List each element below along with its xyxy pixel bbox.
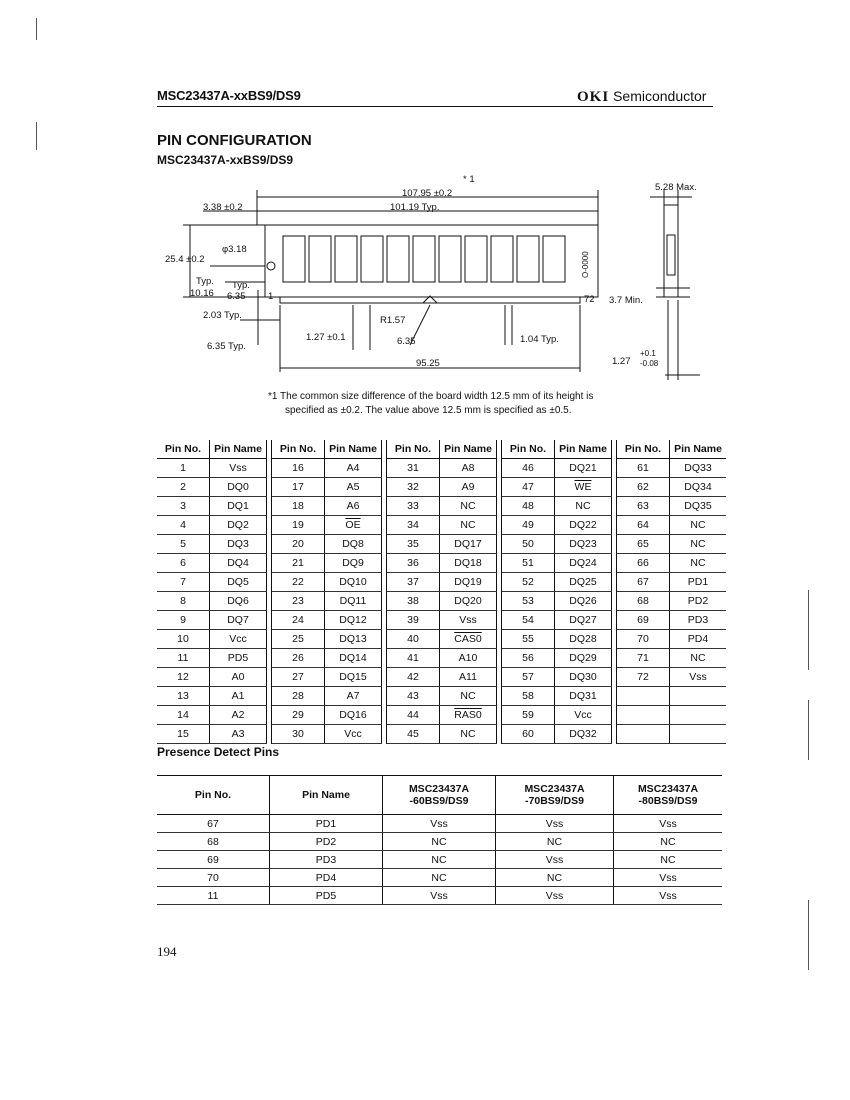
pin-number-cell: 38 — [387, 592, 440, 611]
pin-number-cell: 44 — [387, 706, 440, 725]
pin-name-cell: $\overline{WE}$ — [555, 478, 612, 497]
pin-name-cell: DQ29 — [555, 649, 612, 668]
pin-name-cell: Vcc — [210, 630, 267, 649]
dim-radius: R1.57 — [380, 315, 406, 326]
table-row — [157, 833, 722, 851]
dim-typ-b: Typ. — [232, 280, 250, 291]
table-row — [157, 459, 726, 478]
pin-number-cell: 32 — [387, 478, 440, 497]
pin-number-cell: 39 — [387, 611, 440, 630]
col-header: MSC23437A -60BS9/DS9 — [383, 776, 496, 815]
pin-number-cell: 36 — [387, 554, 440, 573]
brand-logo: OKI — [577, 89, 610, 105]
page-number: 194 — [157, 944, 177, 959]
pin-number-cell: 16 — [272, 459, 325, 478]
pin-name-cell: NC — [670, 516, 727, 535]
pin-72-label: 72 — [584, 294, 595, 305]
pin-name-cell: DQ13 — [325, 630, 382, 649]
pin-number-cell: 62 — [617, 478, 670, 497]
pin-name-cell: Vcc — [325, 725, 382, 744]
pin-name-cell: DQ27 — [555, 611, 612, 630]
pin-name-cell — [670, 706, 727, 725]
pin-number-cell: 49 — [502, 516, 555, 535]
dim-tol-plus: +0.1 — [640, 349, 656, 358]
pin-name-cell: A2 — [210, 706, 267, 725]
pin-number-cell: 1 — [157, 459, 210, 478]
pin-number-cell: 8 — [157, 592, 210, 611]
table-row — [157, 851, 722, 869]
pin-number-cell: 11 — [157, 649, 210, 668]
pin-number-cell — [617, 687, 670, 706]
edge-contacts — [280, 297, 580, 303]
pin-number-cell: 28 — [272, 687, 325, 706]
presence-detect-table — [157, 775, 722, 905]
pin-number-cell: 67 — [617, 573, 670, 592]
table-row — [157, 668, 726, 687]
pd-value-cell: Vss — [496, 887, 614, 905]
pin-number-cell: 63 — [617, 497, 670, 516]
dim-1-27: 1.27 — [612, 356, 631, 367]
pin-name-cell: DQ32 — [555, 725, 612, 744]
pin-name-cell: DQ18 — [440, 554, 497, 573]
pin-number-cell: 33 — [387, 497, 440, 516]
pd-value-cell: Vss — [383, 887, 496, 905]
pd-pin-number-cell: 11 — [157, 887, 270, 905]
pin-number-cell: 12 — [157, 668, 210, 687]
side-view-outline — [664, 205, 678, 297]
pin-name-cell: A8 — [440, 459, 497, 478]
dim-height: 25.4 ±0.2 — [165, 254, 205, 265]
pin-number-cell: 26 — [272, 649, 325, 668]
section-title: PIN CONFIGURATION — [157, 132, 312, 149]
col-header: MSC23437A -80BS9/DS9 — [614, 776, 723, 815]
col-header: Pin No. — [502, 440, 555, 459]
pin-number-cell: 70 — [617, 630, 670, 649]
col-header: Pin Name — [270, 776, 383, 815]
pin-name-cell: DQ20 — [440, 592, 497, 611]
pin-number-cell: 64 — [617, 516, 670, 535]
pin-name-cell: PD1 — [670, 573, 727, 592]
drawing-footnote — [268, 390, 593, 418]
pd-value-cell: NC — [383, 833, 496, 851]
dim-6-35-a: 6.35 — [227, 291, 246, 302]
pd-value-cell: NC — [496, 833, 614, 851]
pin-number-cell: 40 — [387, 630, 440, 649]
brand-division: Semiconductor — [613, 88, 707, 104]
side-label: O-0000 — [581, 251, 590, 278]
pin-number-cell: 15 — [157, 725, 210, 744]
pd-value-cell: Vss — [614, 887, 723, 905]
dim-overall: 107.95 ±0.2 — [402, 188, 453, 199]
pin-name-cell: DQ14 — [325, 649, 382, 668]
col-header: Pin Name — [325, 440, 382, 459]
pin-number-cell: 54 — [502, 611, 555, 630]
pin-number-cell: 10 — [157, 630, 210, 649]
pd-table-header — [157, 776, 722, 815]
table-row — [157, 554, 726, 573]
pin-name-cell: A7 — [325, 687, 382, 706]
pin-number-cell: 13 — [157, 687, 210, 706]
pin-name-cell: DQ9 — [325, 554, 382, 573]
pin-name-cell: A9 — [440, 478, 497, 497]
pd-value-cell: NC — [614, 833, 723, 851]
col-header: Pin Name — [210, 440, 267, 459]
pin-configuration-table — [157, 440, 726, 744]
pin-name-cell: PD2 — [670, 592, 727, 611]
pin-name-cell: NC — [440, 725, 497, 744]
col-header: Pin Name — [670, 440, 727, 459]
pin-name-cell: A4 — [325, 459, 382, 478]
pd-value-cell: Vss — [383, 815, 496, 833]
pin-number-cell: 24 — [272, 611, 325, 630]
pin-name-cell: DQ11 — [325, 592, 382, 611]
pin-name-cell — [670, 725, 727, 744]
pd-pin-name-cell: PD2 — [270, 833, 383, 851]
pin-number-cell: 30 — [272, 725, 325, 744]
pin-number-cell: 17 — [272, 478, 325, 497]
pin-number-cell: 19 — [272, 516, 325, 535]
pd-pin-name-cell: PD3 — [270, 851, 383, 869]
table-row — [157, 573, 726, 592]
pd-value-cell: NC — [614, 851, 723, 869]
pin-name-cell: A6 — [325, 497, 382, 516]
pin-name-cell: DQ17 — [440, 535, 497, 554]
table-row — [157, 592, 726, 611]
dim-note-marker: * 1 — [463, 174, 475, 185]
pin-name-cell: DQ0 — [210, 478, 267, 497]
pin-name-cell: $\overline{OE}$ — [325, 516, 382, 535]
pin-name-cell: A5 — [325, 478, 382, 497]
pin-number-cell: 27 — [272, 668, 325, 687]
pin-name-cell: DQ4 — [210, 554, 267, 573]
pin-name-cell: NC — [440, 516, 497, 535]
pin-name-cell: NC — [555, 497, 612, 516]
table-row — [157, 535, 726, 554]
col-header: Pin No. — [387, 440, 440, 459]
pin-number-cell: 18 — [272, 497, 325, 516]
pd-pin-name-cell: PD1 — [270, 815, 383, 833]
table-row — [157, 516, 726, 535]
pin-number-cell: 55 — [502, 630, 555, 649]
header-part-number: MSC23437A-xxBS9/DS9 — [157, 88, 301, 103]
dim-2-03: 2.03 Typ. — [203, 310, 242, 321]
pin-number-cell: 6 — [157, 554, 210, 573]
dram-chips — [283, 236, 565, 282]
pin-name-cell: DQ3 — [210, 535, 267, 554]
pd-value-cell: Vss — [496, 851, 614, 869]
pin-name-cell: DQ31 — [555, 687, 612, 706]
pin-number-cell: 58 — [502, 687, 555, 706]
pin-number-cell: 34 — [387, 516, 440, 535]
pin-name-cell: DQ6 — [210, 592, 267, 611]
dim-6-35-b: 6.35 — [397, 336, 416, 347]
pin-number-cell: 47 — [502, 478, 555, 497]
pin-number-cell: 31 — [387, 459, 440, 478]
pin-number-cell: 52 — [502, 573, 555, 592]
pin-name-cell: DQ12 — [325, 611, 382, 630]
col-header: Pin Name — [555, 440, 612, 459]
pin-name-cell: CAS0 — [440, 630, 497, 649]
pin-number-cell: 29 — [272, 706, 325, 725]
pin-name-cell: NC — [670, 649, 727, 668]
table-row — [157, 611, 726, 630]
col-header: Pin Name — [440, 440, 497, 459]
dim-typ-span: 101.19 Typ. — [390, 202, 440, 213]
col-header: Pin No. — [157, 776, 270, 815]
dim-95-25: 95.25 — [416, 358, 440, 369]
pd-pin-number-cell: 70 — [157, 869, 270, 887]
pd-pin-name-cell: PD5 — [270, 887, 383, 905]
dim-tol-minus: -0.08 — [640, 359, 659, 368]
pin-name-cell: DQ21 — [555, 459, 612, 478]
pin-name-cell: A10 — [440, 649, 497, 668]
pin-name-cell: DQ25 — [555, 573, 612, 592]
scan-artifact-right-c — [808, 900, 809, 970]
table-row — [157, 478, 726, 497]
pin-name-cell: DQ34 — [670, 478, 727, 497]
pin-number-cell: 3 — [157, 497, 210, 516]
dim-typ-a: Typ. — [196, 276, 214, 287]
pin-number-cell: 59 — [502, 706, 555, 725]
pin-name-cell: DQ7 — [210, 611, 267, 630]
pin-number-cell: 68 — [617, 592, 670, 611]
dim-pitch: 1.27 ±0.1 — [306, 332, 346, 343]
pin-number-cell: 53 — [502, 592, 555, 611]
pin-number-cell: 45 — [387, 725, 440, 744]
col-header: Pin No. — [157, 440, 210, 459]
pd-pin-number-cell: 69 — [157, 851, 270, 869]
pin-name-cell: DQ15 — [325, 668, 382, 687]
pin-number-cell: 25 — [272, 630, 325, 649]
pd-value-cell: NC — [496, 869, 614, 887]
pin-name-cell: A1 — [210, 687, 267, 706]
pin-number-cell — [617, 706, 670, 725]
dim-1-04: 1.04 Typ. — [520, 334, 559, 345]
pin-name-cell: DQ5 — [210, 573, 267, 592]
pin-number-cell: 72 — [617, 668, 670, 687]
pin-name-cell: DQ16 — [325, 706, 382, 725]
pin-name-cell: DQ28 — [555, 630, 612, 649]
pin-name-cell: PD4 — [670, 630, 727, 649]
pin-name-cell: PD3 — [670, 611, 727, 630]
table-row — [157, 887, 722, 905]
pin-name-cell: DQ22 — [555, 516, 612, 535]
pin-name-cell: Vss — [670, 668, 727, 687]
pin-number-cell: 66 — [617, 554, 670, 573]
table-row — [157, 725, 726, 744]
pin-number-cell: 41 — [387, 649, 440, 668]
pin-name-cell: DQ19 — [440, 573, 497, 592]
section-subtitle: MSC23437A-xxBS9/DS9 — [157, 153, 294, 167]
pin-number-cell: 50 — [502, 535, 555, 554]
col-header: Pin No. — [617, 440, 670, 459]
pin-number-cell — [617, 725, 670, 744]
table-row — [157, 815, 722, 833]
pd-pin-number-cell: 67 — [157, 815, 270, 833]
pin-number-cell: 46 — [502, 459, 555, 478]
scan-artifact-right-a — [808, 590, 809, 670]
pin-name-cell: Vss — [440, 611, 497, 630]
pin-name-cell: PD5 — [210, 649, 267, 668]
dimension-labels — [165, 174, 697, 369]
pin-number-cell: 2 — [157, 478, 210, 497]
pd-value-cell: Vss — [496, 815, 614, 833]
pin-number-cell: 48 — [502, 497, 555, 516]
pin-name-cell: DQ1 — [210, 497, 267, 516]
pd-pin-number-cell: 68 — [157, 833, 270, 851]
pin-number-cell: 65 — [617, 535, 670, 554]
module-outline-drawing — [0, 0, 850, 400]
pin-number-cell: 71 — [617, 649, 670, 668]
pin-number-cell: 9 — [157, 611, 210, 630]
pin-number-cell: 14 — [157, 706, 210, 725]
pin-name-cell: A11 — [440, 668, 497, 687]
scan-artifact-right-b — [808, 700, 809, 760]
table-row — [157, 869, 722, 887]
pin-number-cell: 35 — [387, 535, 440, 554]
pin-table-header — [157, 440, 726, 459]
dim-hole: φ3.18 — [222, 244, 247, 255]
pin-number-cell: 22 — [272, 573, 325, 592]
footnote-line-2: specified as ±0.2. The value above 12.5 mm is specified as ±0.5. — [285, 405, 572, 416]
pd-value-cell: NC — [383, 869, 496, 887]
pin-name-cell: NC — [440, 497, 497, 516]
pin-number-cell: 21 — [272, 554, 325, 573]
pin-number-cell: 42 — [387, 668, 440, 687]
dim-6-35-typ: 6.35 Typ. — [207, 341, 246, 352]
pin-name-cell: NC — [670, 554, 727, 573]
pd-value-cell: Vss — [614, 869, 723, 887]
pin-number-cell: 57 — [502, 668, 555, 687]
pin-number-cell: 4 — [157, 516, 210, 535]
pd-pin-name-cell: PD4 — [270, 869, 383, 887]
pd-table-body — [157, 815, 722, 905]
pin-name-cell: NC — [670, 535, 727, 554]
pin-name-cell: A0 — [210, 668, 267, 687]
pin-name-cell — [670, 687, 727, 706]
pin-number-cell: 61 — [617, 459, 670, 478]
pin-name-cell: Vss — [210, 459, 267, 478]
pin-number-cell: 23 — [272, 592, 325, 611]
pin-name-cell: DQ33 — [670, 459, 727, 478]
pin-number-cell: 5 — [157, 535, 210, 554]
presence-detect-title: Presence Detect Pins — [157, 745, 280, 759]
table-row — [157, 687, 726, 706]
pin-number-cell: 56 — [502, 649, 555, 668]
pin-number-cell: 37 — [387, 573, 440, 592]
pin-name-cell: RAS0 — [440, 706, 497, 725]
pin-name-cell: DQ35 — [670, 497, 727, 516]
pin-name-cell: DQ26 — [555, 592, 612, 611]
pin-name-cell: DQ23 — [555, 535, 612, 554]
pin-1-label: 1 — [268, 291, 274, 302]
pin-number-cell: 20 — [272, 535, 325, 554]
col-header: MSC23437A -70BS9/DS9 — [496, 776, 614, 815]
pd-value-cell: Vss — [614, 815, 723, 833]
pin-number-cell: 69 — [617, 611, 670, 630]
pin-name-cell: A3 — [210, 725, 267, 744]
table-row — [157, 649, 726, 668]
pin-name-cell: DQ2 — [210, 516, 267, 535]
pd-value-cell: NC — [383, 851, 496, 869]
pin-name-cell: DQ8 — [325, 535, 382, 554]
pin-name-cell: DQ30 — [555, 668, 612, 687]
table-row — [157, 497, 726, 516]
pin-number-cell: 43 — [387, 687, 440, 706]
pin-number-cell: 7 — [157, 573, 210, 592]
footnote-line-1: *1 The common size difference of the board width 12.5 mm of its height is — [268, 391, 594, 402]
pin-name-cell: Vcc — [555, 706, 612, 725]
pin-number-cell: 60 — [502, 725, 555, 744]
table-row — [157, 706, 726, 725]
pin-name-cell: DQ24 — [555, 554, 612, 573]
col-header: Pin No. — [272, 440, 325, 459]
pin-table-body — [157, 459, 726, 744]
pin-name-cell: DQ10 — [325, 573, 382, 592]
dim-left-offset: 3.38 ±0.2 — [203, 202, 243, 213]
table-row — [157, 630, 726, 649]
dim-thickness: 5.28 Max. — [655, 182, 697, 193]
mounting-hole — [267, 262, 275, 270]
dim-10-16: 10.16 — [190, 288, 214, 299]
pin-name-cell: NC — [440, 687, 497, 706]
dim-3-7: 3.7 Min. — [609, 295, 643, 306]
pin-number-cell: 51 — [502, 554, 555, 573]
